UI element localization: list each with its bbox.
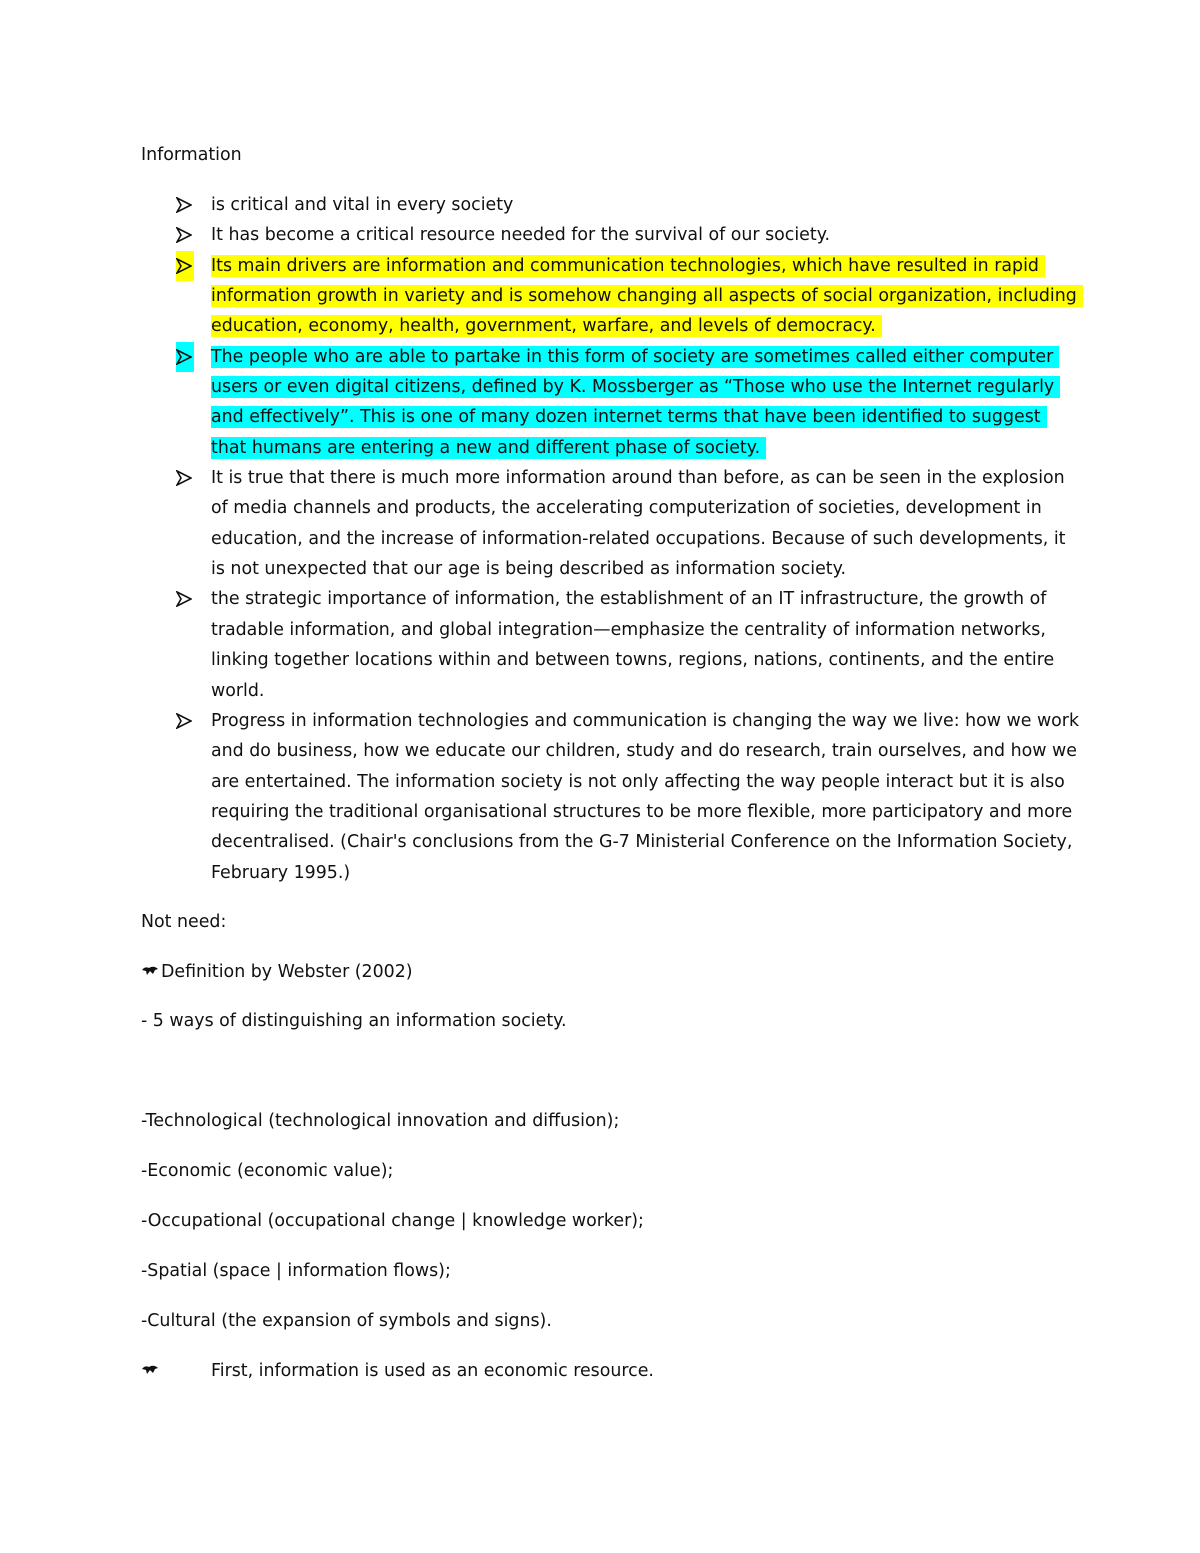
arrowhead-bullet-icon	[176, 190, 194, 220]
bullet-item	[141, 220, 1081, 250]
bullet-text: Progress in information technologies and communication is changing the way we live: how we work and do business, how we educate our children, study and do research, train ourselves, and how we are entertained. The information society is not only affecting the way people interact but it is also requiring the traditional organisational structures to be more flexible, more participatory and more decentralised. (Chair's conclusions from the G-7 Ministerial Conference on the Information Society, February 1995.)	[211, 710, 1080, 883]
wingdings-symbol-icon	[141, 1357, 159, 1387]
arrowhead-bullet-icon	[176, 251, 194, 281]
way-item-economic: -Economic (economic value);	[141, 1161, 394, 1181]
bullet-text: It is true that there is much more information around than before, as can be seen in the explosion of media channels and products, the accelerating computerization of societies, development in education, and the increase of information-related occupations. Because of such developments, it is not unexpected that our age is being described as information society.	[211, 468, 1066, 580]
bullet-text: It has become a critical resource needed for the survival of our society.	[211, 225, 831, 246]
first-point-text: First, information is used as an economic resource.	[211, 1361, 654, 1381]
bullet-item-highlighted-yellow	[141, 251, 1081, 342]
bullet-text-highlighted: The people who are able to partake in this form of society are sometimes called either computer users or even digital citizens, defined by K. Mossberger as “Those who use the Internet regularly and effectively”. This is one of many dozen internet terms that have been identified to suggest that humans are entering a new and different phase of society.	[211, 346, 1060, 459]
arrowhead-bullet-icon	[176, 342, 194, 372]
definition-text: Definition by Webster (2002)	[161, 962, 413, 982]
bullet-item	[141, 463, 1081, 584]
bullet-item	[141, 706, 1081, 888]
first-point-line	[141, 1356, 1041, 1386]
bullet-text: is critical and vital in every society	[211, 195, 514, 215]
bullet-item	[141, 190, 1081, 220]
bullet-item	[141, 584, 1081, 705]
arrowhead-bullet-icon	[176, 584, 194, 614]
way-item-cultural: -Cultural (the expansion of symbols and signs).	[141, 1311, 552, 1331]
section-heading: Information	[141, 145, 242, 165]
way-item-technological: -Technological (technological innovation and diffusion);	[141, 1111, 620, 1131]
not-need-label: Not need:	[141, 912, 227, 932]
arrowhead-bullet-icon	[176, 463, 194, 493]
bullet-text-highlighted: Its main drivers are information and communication technologies, which have resulted in rapid information growth in variety and is somehow changing all aspects of social organization, including education, economy, health, government, warfare, and levels of democracy.	[211, 255, 1083, 338]
bullet-list	[141, 190, 1081, 888]
ways-intro-line: - 5 ways of distinguishing an information society.	[141, 1011, 567, 1031]
definition-line	[141, 957, 413, 988]
wingdings-symbol-icon	[141, 958, 159, 988]
way-item-occupational: -Occupational (occupational change | knowledge worker);	[141, 1211, 644, 1231]
bullet-item-highlighted-cyan	[141, 342, 1081, 463]
arrowhead-bullet-icon	[176, 706, 194, 736]
arrowhead-bullet-icon	[176, 220, 194, 250]
way-item-spatial: -Spatial (space | information flows);	[141, 1261, 451, 1281]
bullet-text: the strategic importance of information, the establishment of an IT infrastructure, the growth of tradable information, and global integration—emphasize the centrality of information networks, linking together locations within and between towns, regions, nations, continents, and the entire world.	[211, 589, 1055, 701]
